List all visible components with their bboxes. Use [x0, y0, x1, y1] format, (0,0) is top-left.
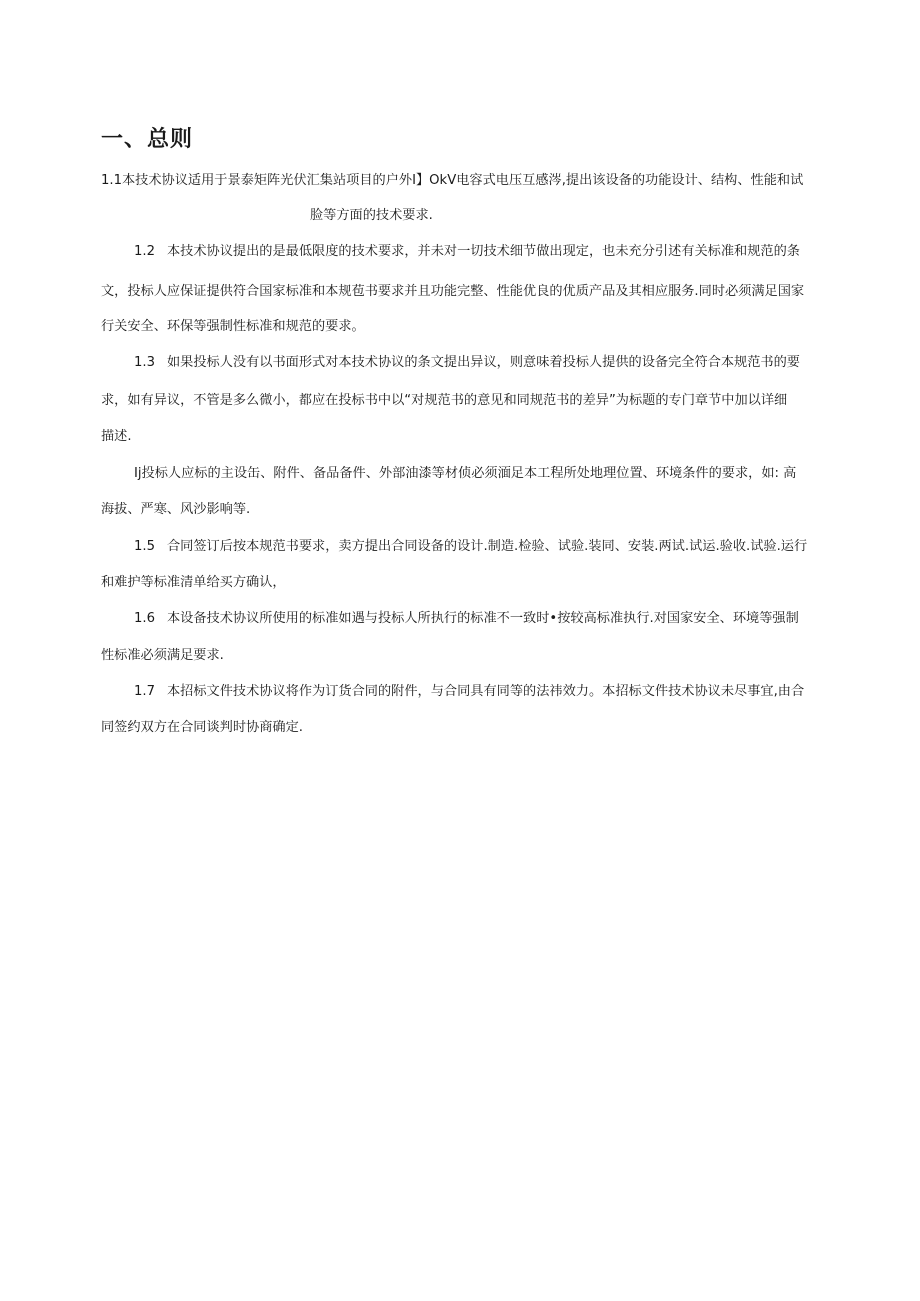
clause-1-3-number: 1.3	[134, 355, 155, 370]
clause-1-7-text: 本招标文件技术协议将作为订货合同的附件，与合同具有同等的法祎效力。本招标文件技术协议未尽事宜,由合	[166, 684, 805, 699]
clause-1-1-line-1: 1.1本技术协议适用于景泰矩阵光伏汇集站项目的户外I】OkV电容式电压互感涔,提出该设备的功能设计、结构、性能和试	[101, 173, 804, 188]
clause-1-2-line-2: 文，投标人应保证提供符合国家标准和本规苞书要求并且功能完整、性能优良的优质产品及其相应服务.同时必须满足国家	[101, 284, 805, 299]
clause-1-2-line-1	[134, 242, 800, 262]
clause-1-3-line-2: 求，如有异议，不管是多么微小，都应在投标书中以“对规范书的意见和同规范书的差异”为标题的专门章节中加以详细	[101, 393, 788, 408]
clause-1-2-number: 1.2	[134, 244, 155, 259]
clause-1-5-line-2: 和难护等标准清单给买方确认，	[101, 575, 286, 590]
clause-1-4-line-2: 海拔、严寒、风沙影响等.	[101, 502, 251, 517]
clause-1-1-line-2: 脸等方面的技术要求.	[310, 208, 433, 223]
clause-1-4-line-1: Ij投标人应标的主设缶、附件、备品备件、外部油漆等材侦必须湎足本工程所处地理位置、环境条件的要求，如: 高	[134, 466, 797, 481]
clause-1-3-line-3: 描述.	[101, 429, 132, 444]
clause-1-6-line-2: 性标准必须满足要求.	[101, 648, 224, 663]
clause-1-7-number: 1.7	[134, 684, 155, 699]
clause-1-6-number: 1.6	[134, 611, 155, 626]
clause-1-6-text: 本设备技术协议所使用的标准如遇与投标人所执行的标准不一致时•按较高标准执行.对国家安全、环境等强制	[166, 611, 799, 626]
clause-1-2-text: 本技术协议提出的是最低限度的技术要求，并未对一切技术细节做出现定，也未充分引述有关标准和规范的条	[166, 244, 800, 259]
clause-1-5-number: 1.5	[134, 539, 155, 554]
clause-1-3-text: 如果投标人没有以书面形式对本技术协议的条文提出异议，则意味着投标人提供的设备完全符合本规范书的要	[166, 355, 800, 370]
section-heading: 一、总则	[101, 127, 194, 152]
clause-1-6-line-1	[134, 609, 799, 629]
clause-1-5-line-1	[134, 537, 807, 557]
clause-1-5-text: 合同签订后按本规范书要求，卖方提出合同设备的设计.制造.检验、试验.装同、安装.两试.试运.验收.试验.运行	[166, 539, 808, 554]
clause-1-7-line-2: 同签约双方在合同谈判时协商确定.	[101, 720, 304, 735]
clause-1-3-line-1	[134, 353, 800, 373]
clause-1-7-line-1	[134, 682, 804, 702]
clause-1-2-line-3: 行关安全、环保等强制性标准和规范的要求。	[101, 319, 365, 334]
